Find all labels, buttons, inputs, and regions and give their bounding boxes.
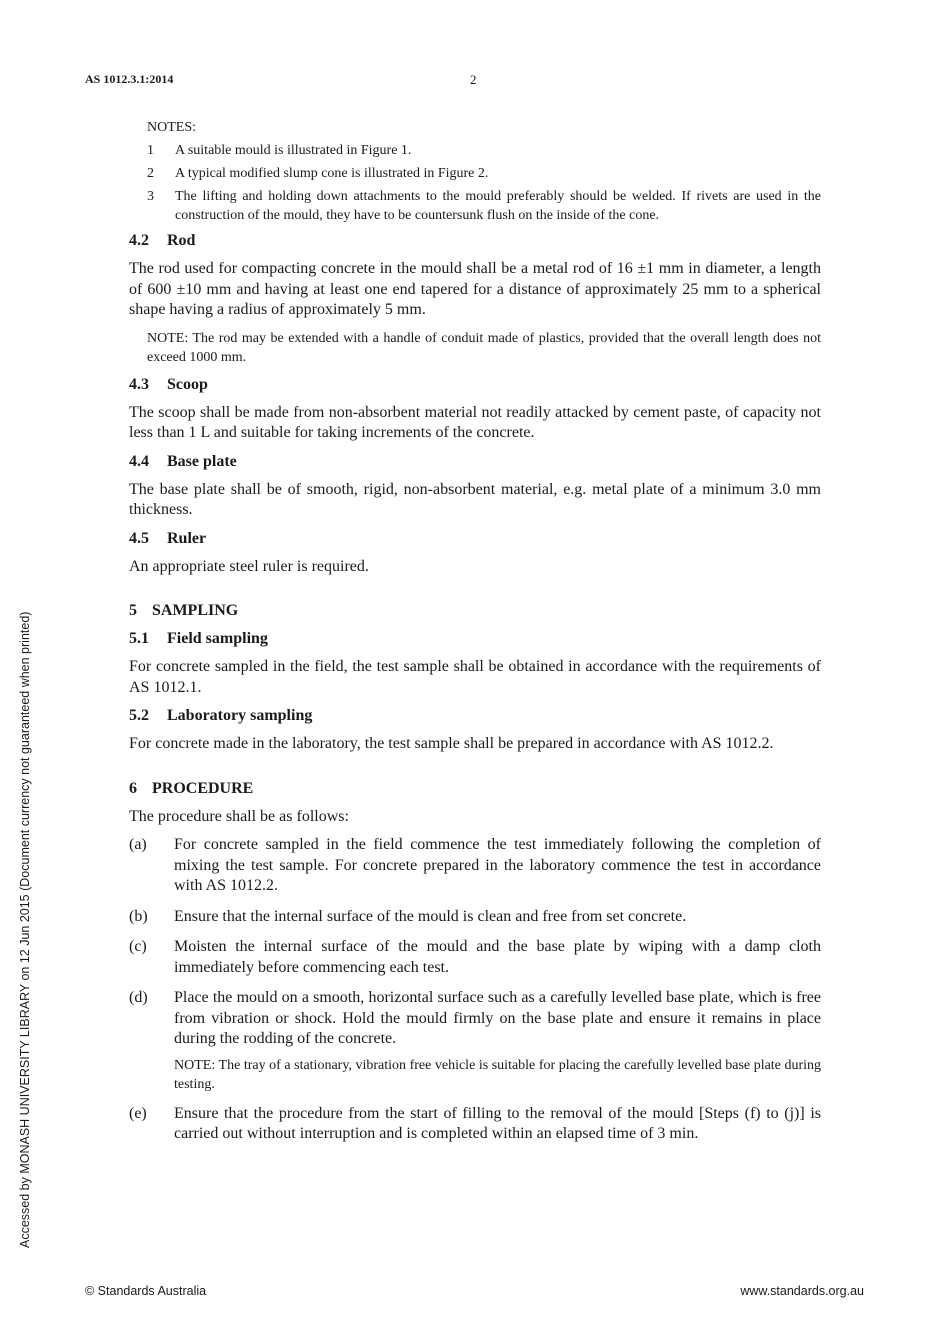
- section-title: Rod: [167, 232, 196, 249]
- section-title: Ruler: [167, 529, 207, 547]
- notes-title: NOTES:: [147, 120, 196, 135]
- section-title: Laboratory sampling: [167, 707, 313, 724]
- section-body: The scoop shall be made from non-absorbent material not readily attacked by cement paste, of capacity not less than 1 L and suitable for taking increments of the concrete.: [129, 403, 821, 441]
- step-text: Place the mould on a smooth, horizontal surface such as a carefully levelled base plate, which is free from vibration or shock. Hold the mould firmly on the base plate and ensure it remains in place during the rodding of the concrete.: [174, 989, 821, 1047]
- procedure-step: [129, 907, 821, 928]
- section-number: 4.2: [129, 232, 149, 249]
- section-heading-field-sampling: [129, 629, 821, 649]
- section-title: Scoop: [167, 375, 208, 393]
- note-number: 3: [147, 189, 154, 204]
- step-text: Ensure that the procedure from the start of filling to the removal of the mould [Steps (f) to (j)] is carried out without interruption and is completed within an elapsed time of 3 min.: [174, 1104, 821, 1142]
- step-label: (b): [129, 907, 148, 925]
- footer-copyright: © Standards Australia: [85, 1284, 207, 1298]
- section-heading-base-plate: [129, 452, 821, 472]
- step-label: (c): [129, 938, 147, 955]
- section-number: 5.2: [129, 707, 149, 724]
- section-body: An appropriate steel ruler is required.: [129, 557, 369, 575]
- note-item: [147, 164, 821, 183]
- section-heading-laboratory-sampling: [129, 706, 821, 726]
- section-heading-ruler: [129, 529, 821, 549]
- note-text: A suitable mould is illustrated in Figure 1.: [175, 143, 412, 158]
- page-number: 2: [470, 72, 477, 87]
- note-number: 1: [147, 143, 154, 158]
- step-label: (e): [129, 1104, 147, 1122]
- section-heading-rod: [129, 231, 821, 251]
- procedure-step: [129, 835, 821, 897]
- section-number: 4.5: [129, 529, 149, 547]
- page-content: [129, 118, 821, 1155]
- section-heading-sampling: [129, 601, 821, 621]
- note-number: 2: [147, 166, 154, 181]
- step-note: NOTE: The tray of a stationary, vibration free vehicle is suitable for placing the carefully levelled base plate during testing.: [174, 1057, 821, 1092]
- footer-website: www.standards.org.au: [740, 1284, 864, 1298]
- section-body: For concrete made in the laboratory, the test sample shall be prepared in accordance with AS 1012.2.: [129, 735, 774, 752]
- step-text: Moisten the internal surface of the mould and the base plate by wiping with a damp cloth immediately before commencing each test.: [174, 938, 821, 976]
- standard-number: AS 1012.3.1:2014: [85, 72, 174, 86]
- note-text: The lifting and holding down attachments to the mould preferably should be welded. If rivets are used in the construction of the mould, they have to be countersunk flush on the inside of the cone.: [175, 189, 821, 223]
- section-number: 4.4: [129, 452, 149, 470]
- section-heading-scoop: [129, 375, 821, 395]
- section-body: The base plate shall be of smooth, rigid, non-absorbent material, e.g. metal plate of a minimum 3.0 mm thickness.: [129, 480, 821, 518]
- step-label: (a): [129, 836, 147, 853]
- section-number: 5.1: [129, 630, 149, 647]
- section-title: Base plate: [167, 452, 237, 470]
- step-label: (d): [129, 989, 148, 1006]
- access-watermark: Accessed by MONASH UNIVERSITY LIBRARY on 12 Jun 2015 (Document currency not guaranteed when printed): [18, 611, 32, 1248]
- note-item: [147, 187, 821, 225]
- section-body: The rod used for compacting concrete in the mould shall be a metal rod of 16 ±1 mm in diameter, a length of 600 ±10 mm and having at least one end tapered for a distance of approximately 25 mm to a spherical shape having a radius of approximately 5 mm.: [129, 260, 821, 318]
- section-title: Field sampling: [167, 630, 268, 647]
- notes-block: [147, 118, 821, 225]
- section-number: 6: [129, 779, 137, 797]
- step-text: For concrete sampled in the field commence the test immediately following the completion of mixing the test sample. For concrete prepared in the laboratory commence the test in accordance with AS 1012.2.: [174, 836, 821, 894]
- section-number: 5: [129, 602, 137, 619]
- section-title: SAMPLING: [152, 602, 239, 619]
- procedure-intro: The procedure shall be as follows:: [129, 807, 349, 825]
- note-item: [147, 141, 821, 160]
- procedure-step: [129, 988, 821, 1094]
- procedure-step: [129, 937, 821, 978]
- procedure-step: [129, 1104, 821, 1145]
- section-body: For concrete sampled in the field, the test sample shall be obtained in accordance with the requirements of AS 1012.1.: [129, 658, 821, 696]
- section-number: 4.3: [129, 375, 149, 393]
- section-note: NOTE: The rod may be extended with a handle of conduit made of plastics, provided that the overall length does not exceed 1000 mm.: [147, 330, 821, 365]
- step-text: Ensure that the internal surface of the mould is clean and free from set concrete.: [174, 907, 687, 925]
- section-title: PROCEDURE: [152, 779, 254, 797]
- note-text: A typical modified slump cone is illustrated in Figure 2.: [175, 166, 489, 181]
- section-heading-procedure: [129, 779, 821, 799]
